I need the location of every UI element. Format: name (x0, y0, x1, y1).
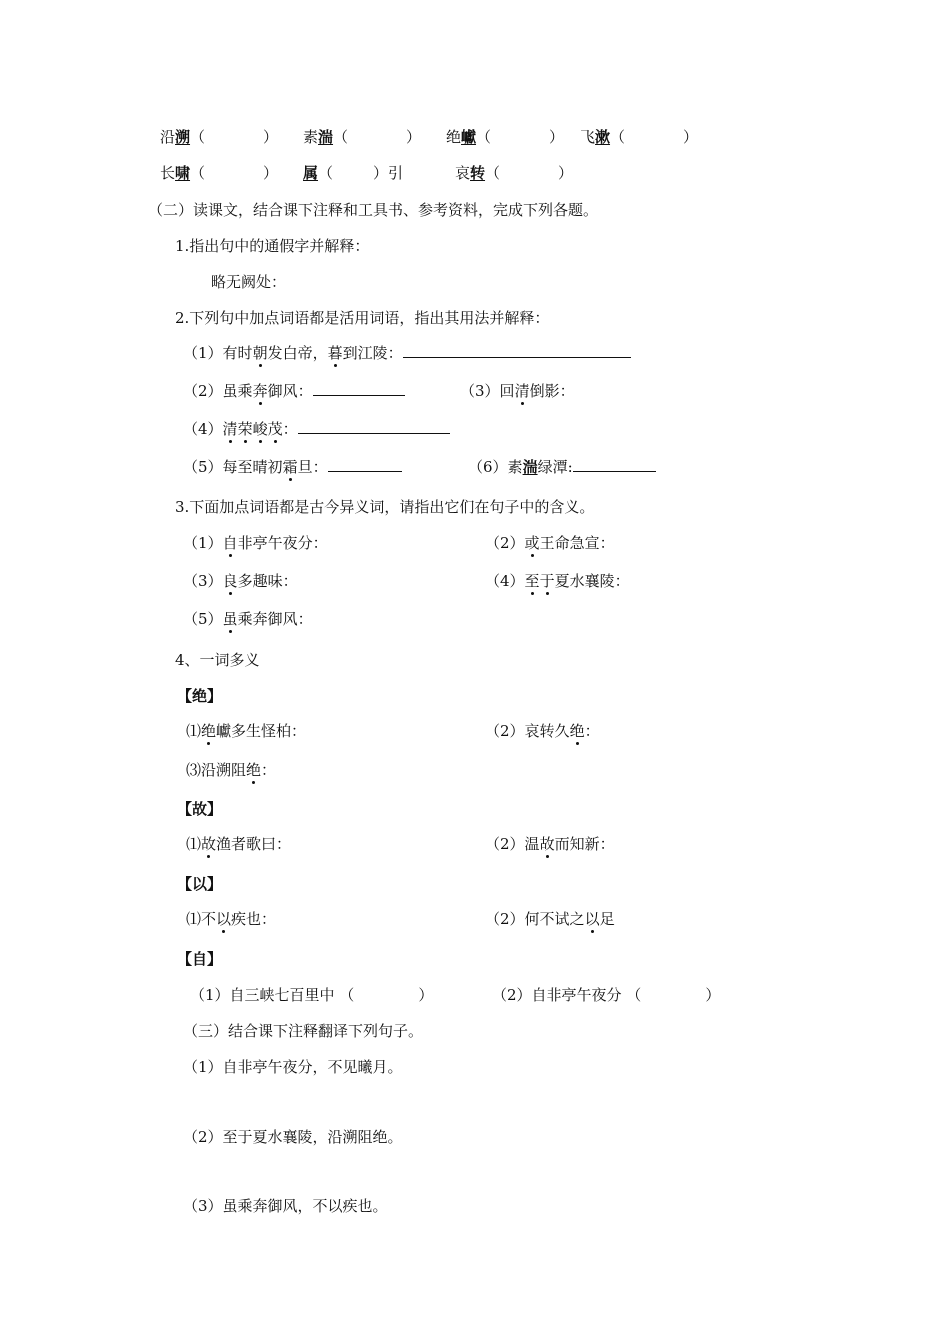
q2-item-3: （3）回清倒影： (460, 382, 575, 400)
answer-blank[interactable] (573, 457, 656, 472)
translate-item-3: （3）虽乘奔御风，不以疾也。 (183, 1197, 388, 1215)
yi-item-1: ⑴不以疾也： (186, 910, 277, 928)
q2-item-4: （4）清荣峻茂： (183, 419, 450, 439)
answer-blank[interactable] (298, 419, 450, 434)
q3-item-3: （3）良多趣味： (183, 572, 298, 590)
question-1-item: 略无阙处： (211, 273, 287, 291)
polysemy-heading-yi: 【以】 (177, 875, 223, 893)
q3-item-2: （2）或王命急宣： (485, 534, 615, 552)
jue-item-2: （2）哀转久绝： (485, 722, 600, 740)
answer-blank[interactable] (403, 343, 631, 358)
question-4-title: 4、一词多义 (175, 651, 260, 669)
q3-item-5: （5）虽乘奔御风： (183, 610, 313, 628)
section-2-title: （二）读课文，结合课下注释和工具书、参考资料，完成下列各题。 (148, 201, 599, 219)
pinyin-item-tuan: 素湍（ ） (303, 128, 422, 146)
q3-item-1: （1）自非亭午夜分： (183, 534, 328, 552)
question-3-title: 3.下面加点词语都是古今异义词，请指出它们在句子中的含义。 (175, 498, 595, 516)
translate-item-1: （1）自非亭午夜分，不见曦月。 (183, 1058, 403, 1076)
q2-item-2: （2）虽乘奔御风： (183, 381, 405, 401)
zi-item-1: （1）自三峡七百里中 （ ） (190, 986, 434, 1004)
pinyin-item-zhu: 属（ ）引 (303, 164, 404, 182)
question-2-title: 2.下列句中加点词语都是活用词语，指出其用法并解释： (175, 309, 550, 327)
gu-item-1: ⑴故渔者歌曰： (186, 835, 292, 853)
pinyin-item-zhuan: 哀转（ ） (455, 164, 574, 182)
translate-item-2: （2）至于夏水襄陵，沿溯阻绝。 (183, 1128, 403, 1146)
answer-blank[interactable] (328, 457, 402, 472)
jue-item-3: ⑶沿溯阻绝： (186, 761, 277, 779)
question-1-title: 1.指出句中的通假字并解释： (175, 237, 370, 255)
zi-item-2: （2）自非亭午夜分 （ ） (492, 986, 721, 1004)
polysemy-heading-jue: 【绝】 (177, 687, 223, 705)
pinyin-item-suo: 沿溯（ ） (160, 128, 279, 146)
pinyin-item-shu: 飞漱（ ） (580, 128, 699, 146)
jue-item-1: ⑴绝巘多生怪柏： (186, 722, 307, 740)
pinyin-item-xiao: 长啸（ ） (160, 164, 279, 182)
gu-item-2: （2）温故而知新： (485, 835, 615, 853)
polysemy-heading-gu: 【故】 (177, 800, 223, 818)
q3-item-4: （4）至于夏水襄陵： (485, 572, 630, 590)
pinyin-item-yan: 绝巘（ ） (446, 128, 565, 146)
polysemy-heading-zi: 【自】 (177, 950, 223, 968)
section-3-title: （三）结合课下注释翻译下列句子。 (183, 1022, 424, 1040)
q2-item-1: （1）有时朝发白帝，暮到江陵： (183, 343, 631, 363)
answer-blank[interactable] (313, 381, 405, 396)
q2-item-5: （5）每至晴初霜旦： (183, 457, 402, 477)
yi-item-2: （2）何不试之以足 (485, 910, 615, 928)
q2-item-6: （6）素湍绿潭: (468, 457, 656, 477)
